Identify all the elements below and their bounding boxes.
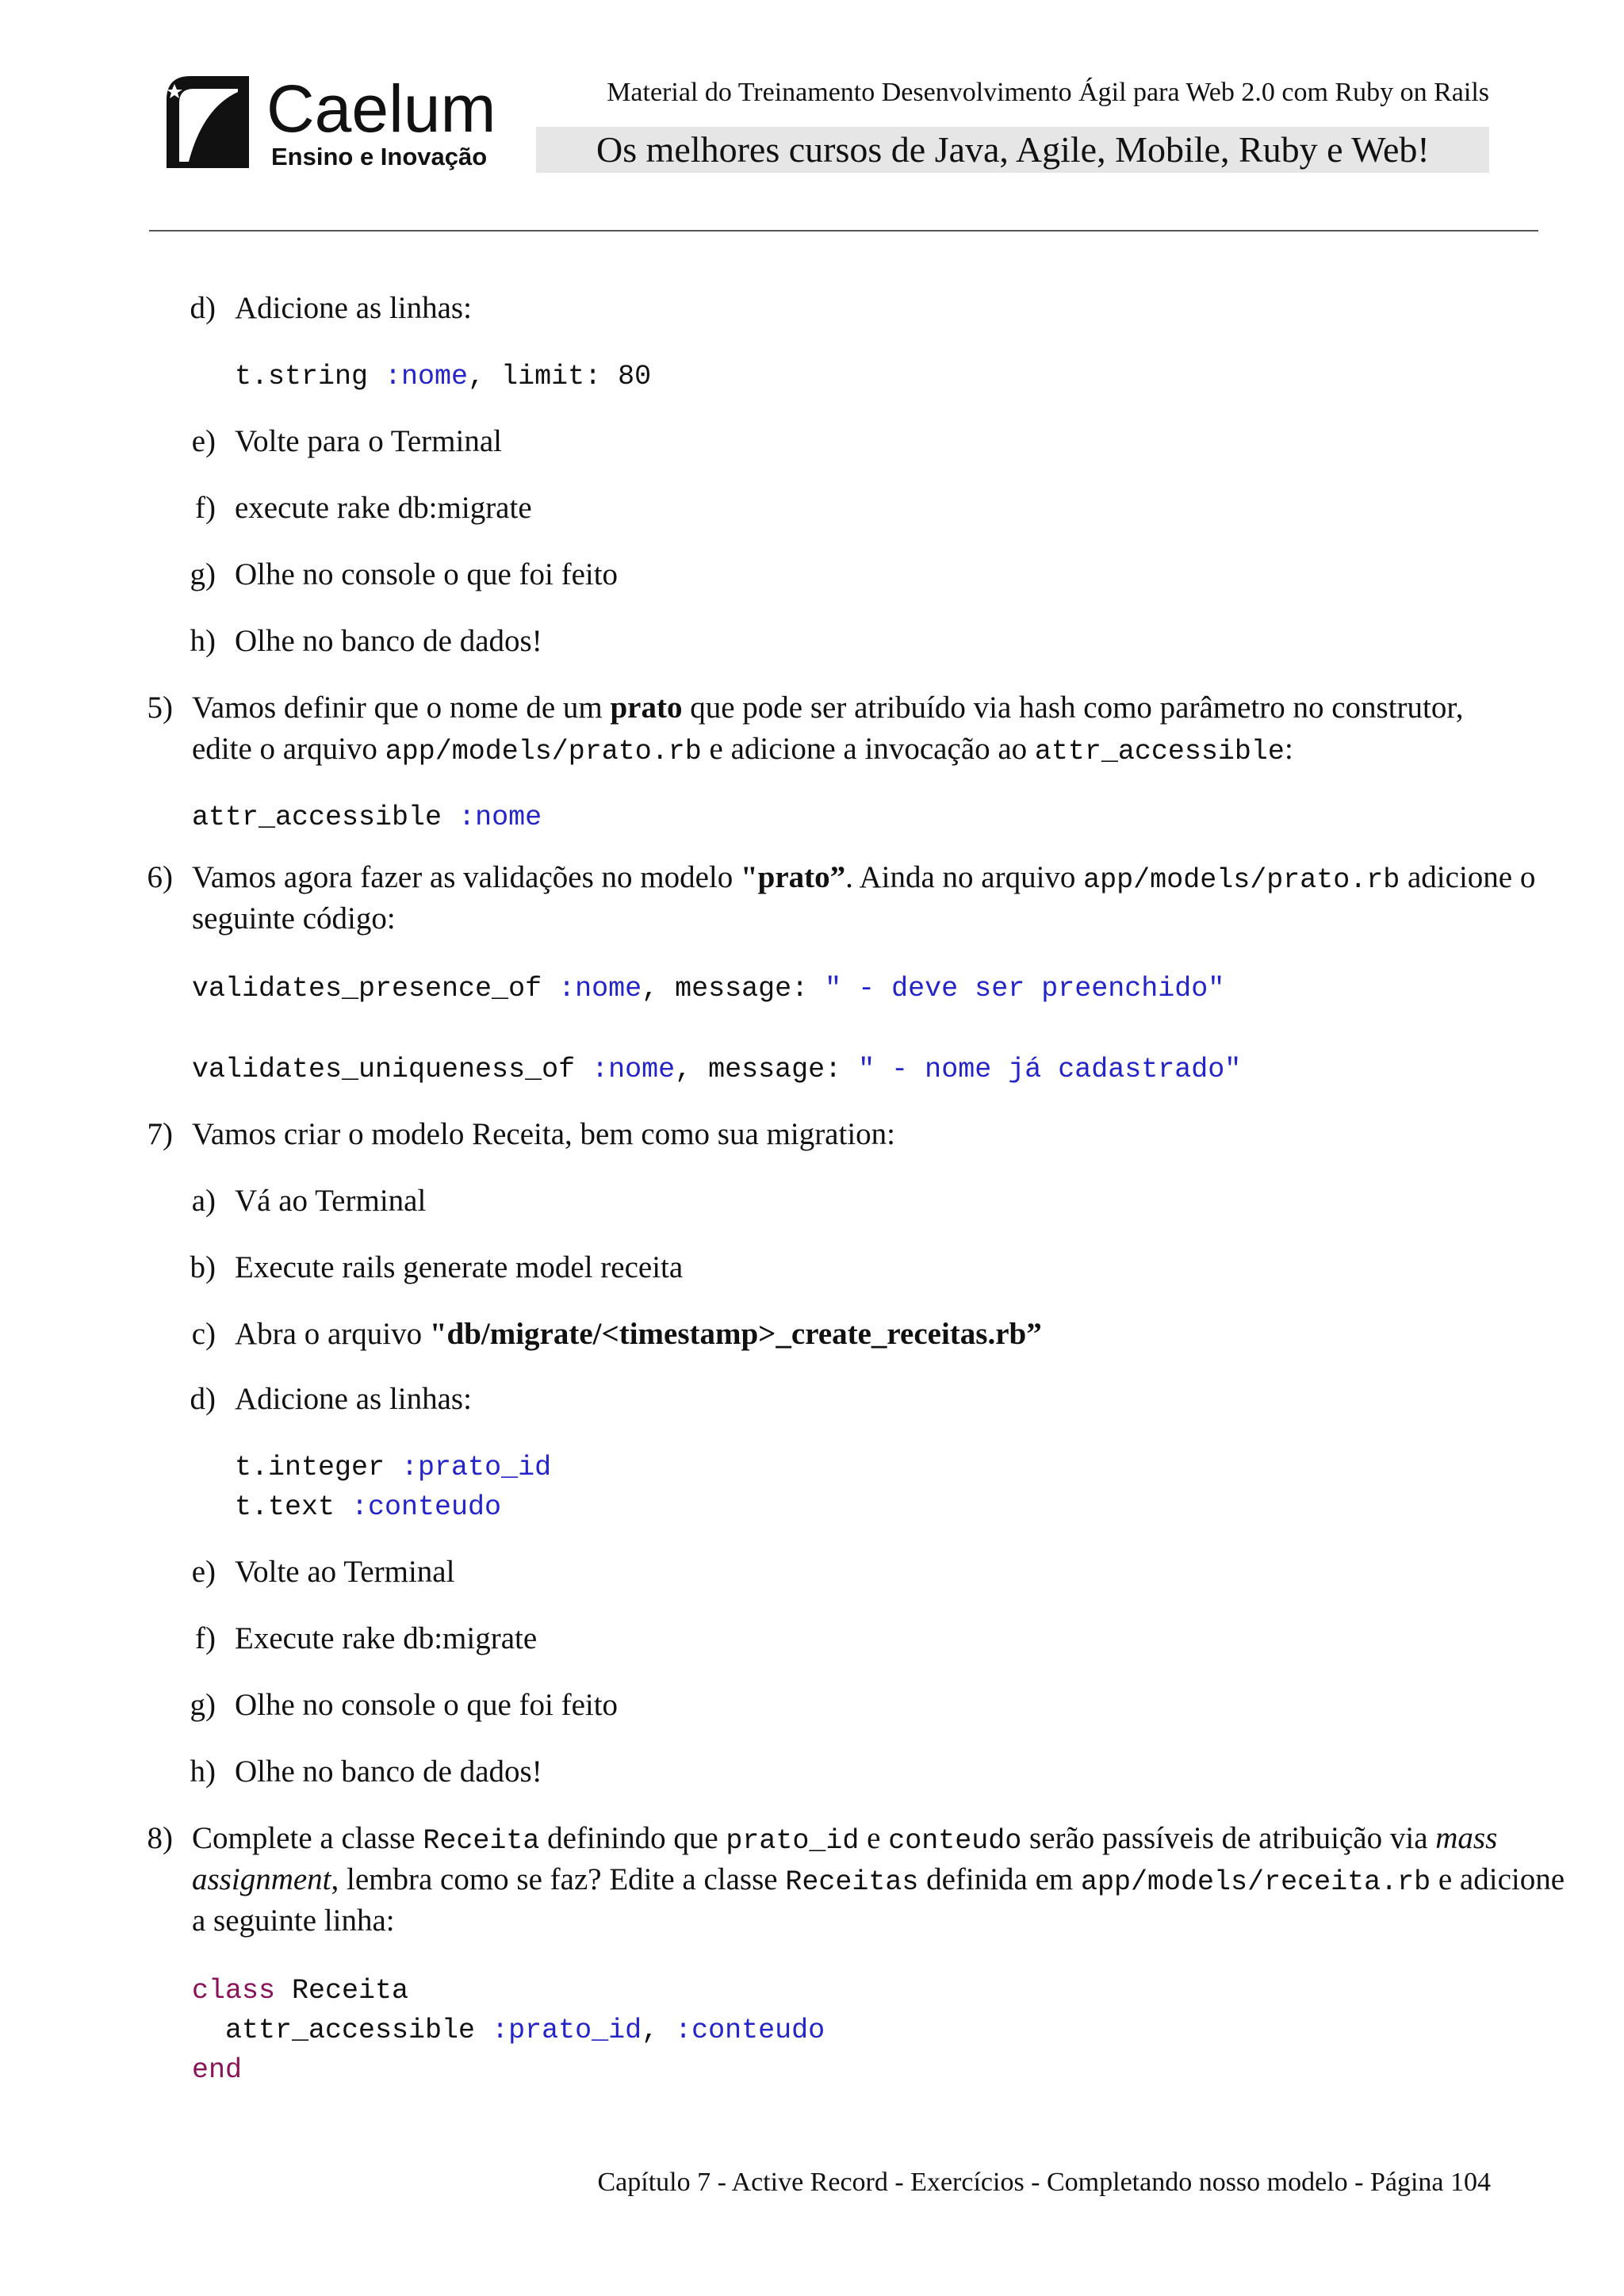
inline-code: attr_accessible (1034, 736, 1285, 767)
step-4e-label: e) (191, 424, 216, 458)
step-7e-text: Volte ao Terminal (235, 1555, 455, 1589)
text-span: e (859, 1821, 889, 1855)
step-7d-code-1 (235, 1448, 551, 1487)
code-text: validates_presence_of (192, 973, 559, 1004)
code-keyword: end (192, 2054, 243, 2086)
bold-term: "prato” (740, 860, 846, 894)
code-text: , message: (642, 973, 825, 1004)
step-5-label: 5) (147, 691, 173, 725)
step-7e-label: e) (191, 1555, 216, 1589)
step-7d-code-2 (235, 1487, 501, 1527)
inline-code: prato_id (726, 1825, 860, 1857)
inline-code: conteudo (888, 1825, 1022, 1857)
header-divider (149, 230, 1538, 232)
code-text: Receita (275, 1975, 409, 2007)
italic-term: assignment (192, 1862, 331, 1896)
step-4d-label: d) (190, 291, 216, 325)
bold-filename: "db/migrate/<timestamp>_create_receitas.rb” (429, 1317, 1042, 1351)
step-4d-text: Adicione as linhas: (235, 291, 472, 325)
step-6-code-1 (192, 969, 1224, 1008)
text-span: Vamos definir que o nome de um (192, 691, 611, 725)
step-7a-label: a) (191, 1184, 216, 1218)
code-text: t.string (235, 361, 385, 392)
material-title: Material do Treinamento Desenvolvimento Ágil para Web 2.0 com Ruby on Rails (607, 78, 1489, 107)
code-symbol: :nome (385, 361, 469, 392)
step-4g-text: Olhe no console o que foi feito (235, 557, 619, 591)
step-7d-text: Adicione as linhas: (235, 1382, 472, 1416)
step-7d-label: d) (190, 1382, 216, 1416)
logo-tagline: Ensino e Inovação (271, 143, 488, 170)
step-5-line-1 (192, 688, 1464, 728)
step-6-line-1 (192, 858, 1535, 900)
code-symbol: :prato_id (492, 2015, 642, 2046)
step-4h-label: h) (190, 624, 216, 658)
step-7b-text: Execute rails generate model receita (235, 1250, 684, 1284)
text-span: Complete a classe (192, 1821, 423, 1855)
step-7-label: 7) (147, 1117, 173, 1151)
text-span: que pode ser atribuído via hash como parâmetro no construtor, (682, 691, 1464, 725)
step-5-line-2 (192, 729, 1293, 771)
step-6-label: 6) (147, 860, 173, 894)
step-6-code-2 (192, 1050, 1241, 1089)
inline-code: app/models/prato.rb (1083, 864, 1400, 896)
step-4f-text: execute rake db:migrate (235, 491, 532, 525)
step-4e-text: Volte para o Terminal (235, 424, 502, 458)
step-7c-label: c) (191, 1317, 216, 1351)
step-4h-text: Olhe no banco de dados! (235, 624, 542, 658)
inline-code: Receitas (785, 1866, 919, 1898)
code-symbol: :nome (458, 802, 542, 833)
text-span: e adicione (1431, 1862, 1565, 1896)
slogan-text: Os melhores cursos de Java, Agile, Mobile, Ruby e Web! (596, 129, 1430, 170)
step-4d-code (235, 357, 651, 396)
text-span: edite o arquivo (192, 732, 385, 766)
step-8-code-3 (192, 2050, 242, 2090)
step-8-line-2 (192, 1860, 1565, 1902)
text-span: definindo que (539, 1821, 726, 1855)
text-span: Abra o arquivo (235, 1317, 430, 1351)
slogan-band (536, 127, 1489, 173)
code-keyword: class (192, 1975, 276, 2007)
logo-name: Caelum (266, 71, 496, 146)
text-span: , lembra como se faz? Edite a classe (331, 1862, 786, 1896)
text-span: definida em (918, 1862, 1082, 1896)
code-text: , limit: 80 (468, 361, 652, 392)
text-span: serão passíveis de atribuição via (1021, 1821, 1436, 1855)
step-7c-text (235, 1314, 1042, 1354)
code-symbol: :nome (592, 1054, 676, 1085)
code-text: , (642, 2015, 676, 2046)
inline-code: app/models/receita.rb (1081, 1866, 1431, 1898)
text-span: e adicione a invocação ao (701, 732, 1035, 766)
code-symbol: :prato_id (401, 1452, 552, 1483)
caelum-logo-graphic (155, 68, 496, 179)
step-7f-label: f) (195, 1621, 216, 1655)
code-text: t.text (235, 1491, 352, 1523)
step-7g-label: g) (190, 1688, 216, 1722)
step-7f-text: Execute rake db:migrate (235, 1621, 538, 1655)
code-text: attr_accessible (192, 802, 459, 833)
code-symbol: :conteudo (351, 1491, 502, 1523)
step-7-text: Vamos criar o modelo Receita, bem como sua migration: (192, 1117, 896, 1151)
inline-code: Receita (423, 1825, 540, 1857)
text-span: : (1284, 732, 1293, 766)
step-7b-label: b) (190, 1250, 216, 1284)
inline-code: app/models/prato.rb (385, 736, 702, 767)
text-span: . Ainda no arquivo (845, 860, 1084, 894)
step-7h-text: Olhe no banco de dados! (235, 1755, 542, 1789)
step-7h-label: h) (190, 1755, 216, 1789)
italic-term: mass (1435, 1821, 1498, 1855)
code-string: " - nome já cadastrado" (858, 1054, 1242, 1085)
code-text: t.integer (235, 1452, 402, 1483)
step-5-code (192, 798, 542, 837)
code-text: , message: (675, 1054, 859, 1085)
page-footer: Capítulo 7 - Active Record - Exercícios - Completando nosso modelo - Página 104 (597, 2168, 1491, 2197)
step-8-line-1 (192, 1819, 1497, 1861)
step-8-code-1 (192, 1971, 408, 2011)
code-symbol: :conteudo (675, 2015, 825, 2046)
step-4g-label: g) (190, 557, 216, 591)
step-8-label: 8) (147, 1821, 173, 1855)
text-span: Vamos agora fazer as validações no modelo (192, 860, 741, 894)
code-text: validates_uniqueness_of (192, 1054, 592, 1085)
code-text: attr_accessible (192, 2015, 492, 2046)
step-7a-text: Vá ao Terminal (235, 1184, 427, 1218)
code-string: " - deve ser preenchido" (825, 973, 1225, 1004)
text-span: adicione o (1400, 860, 1536, 894)
step-6-line-2: seguinte código: (192, 901, 396, 936)
step-8-line-3: a seguinte linha: (192, 1904, 395, 1938)
bold-term: prato (610, 691, 683, 725)
step-7g-text: Olhe no console o que foi feito (235, 1688, 619, 1722)
code-symbol: :nome (558, 973, 642, 1004)
step-8-code-2 (192, 2011, 825, 2050)
step-4f-label: f) (195, 491, 216, 525)
caelum-logo (155, 68, 496, 179)
